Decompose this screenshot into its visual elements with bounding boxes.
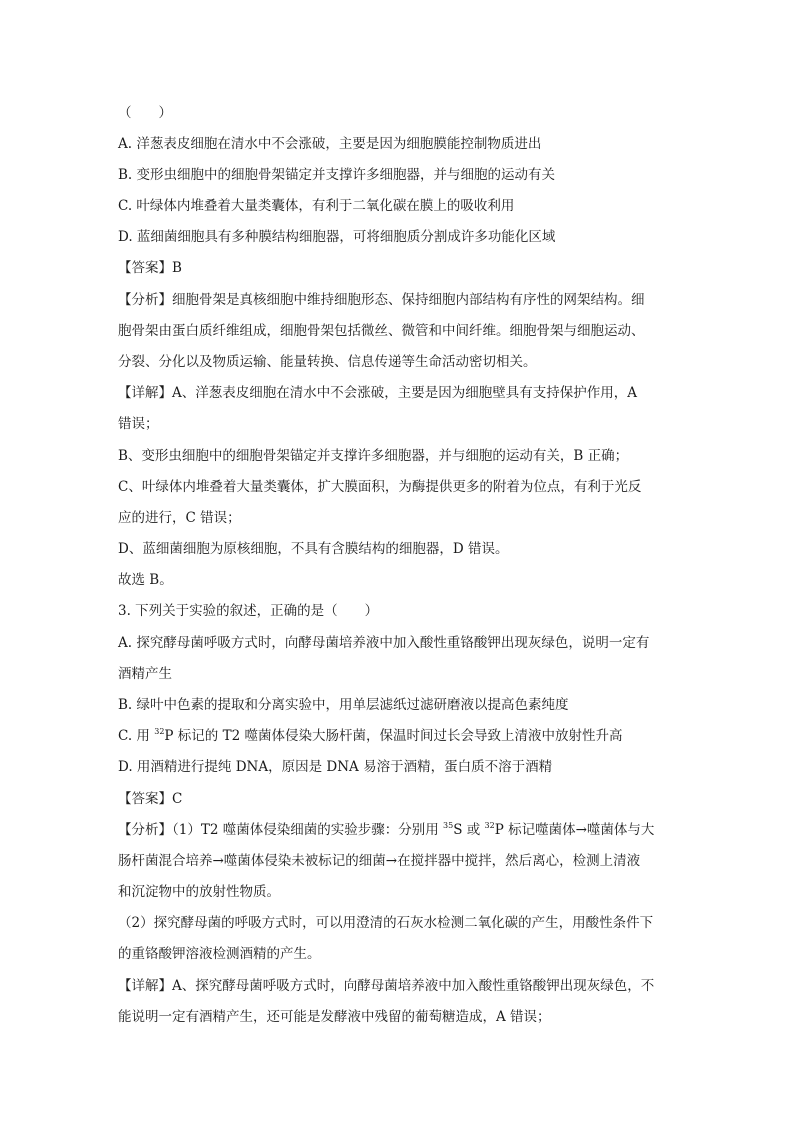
detail-line: 错误； [118,416,159,432]
analysis-line: 的重铬酸钾溶液检测酒精的产生。 [118,946,321,962]
analysis-line: 和沉淀物中的放射性物质。 [118,884,280,900]
conclusion: 故选 B。 [118,572,173,588]
answer: 【答案】C [118,791,183,807]
question-3: 3. 下列关于实验的叙述，正确的是（ ） [118,603,379,619]
question-paren: （ ） [118,105,172,121]
option-c: C. 叶绿体内堆叠着大量类囊体，有利于二氧化碳在膜上的吸收利用 [118,198,515,214]
detail-line: 【详解】A、洋葱表皮细胞在清水中不会涨破，主要是因为细胞壁具有支持保护作用，A [118,385,637,401]
detail-line: B、变形虫细胞中的细胞骨架锚定并支撑许多细胞器，并与细胞的运动有关，B 正确； [118,448,629,464]
analysis-line: （2）探究酵母菌的呼吸方式时，可以用澄清的石灰水检测二氧化碳的产生，用酸性条件下 [118,915,654,931]
analysis-line: 肠杆菌混合培养→噬菌体侵染未被标记的细菌→在搅拌器中搅拌，然后离心，检测上清液 [118,853,641,869]
detail-line: 【详解】A、探究酵母菌呼吸方式时，向酵母菌培养液中加入酸性重铬酸钾出现灰绿色，不 [118,978,655,994]
detail-line: 能说明一定有酒精产生，还可能是发酵液中残留的葡萄糖造成，A 错误； [118,1009,551,1025]
analysis-line: 【分析】细胞骨架是真核细胞中维持细胞形态、保持细胞内部结构有序性的网架结构。细 [118,292,645,308]
option-d: D. 用酒精进行提纯 DNA，原因是 DNA 易溶于酒精，蛋白质不溶于酒精 [118,759,553,775]
answer: 【答案】B [118,260,182,276]
option-a: A. 洋葱表皮细胞在清水中不会涨破，主要是因为细胞膜能控制物质进出 [118,136,542,152]
detail-line: C、叶绿体内堆叠着大量类囊体，扩大膜面积，为酶提供更多的附着为位点，有利于光反 [118,479,642,495]
analysis-line: 【分析】（1）T2 噬菌体侵染细菌的实验步骤：分别用 $^{35}$S 或 $^{32}$P 标记噬菌体→噬菌体与大 [118,821,655,838]
option-a: A. 探究酵母菌呼吸方式时，向酵母菌培养液中加入酸性重铬酸钾出现灰绿色，说明一定有 [118,635,650,651]
detail-line: 应的进行，C 错误； [118,510,241,526]
option-b: B. 变形虫细胞中的细胞骨架锚定并支撑许多细胞器，并与细胞的运动有关 [118,167,556,183]
analysis-line: 分裂、分化以及物质运输、能量转换、信息传递等生命活动密切相关。 [118,354,537,370]
detail-line: D、蓝细菌细胞为原核细胞，不具有含膜结构的细胞器，D 错误。 [118,541,509,557]
option-b: B. 绿叶中色素的提取和分离实验中，用单层滤纸过滤研磨液以提高色素纯度 [118,697,569,713]
option-c: C. 用 $^{32}$P 标记的 T2 噬菌体侵染大肠杆菌，保温时间过长会导致上清液中放射性升高 [118,727,623,744]
option-d: D. 蓝细菌细胞具有多种膜结构细胞器，可将细胞质分割成许多功能化区域 [118,229,556,245]
analysis-line: 胞骨架由蛋白质纤维组成，细胞骨架包括微丝、微管和中间纤维。细胞骨架与细胞运动、 [118,323,645,339]
option-a-cont: 酒精产生 [118,666,172,682]
